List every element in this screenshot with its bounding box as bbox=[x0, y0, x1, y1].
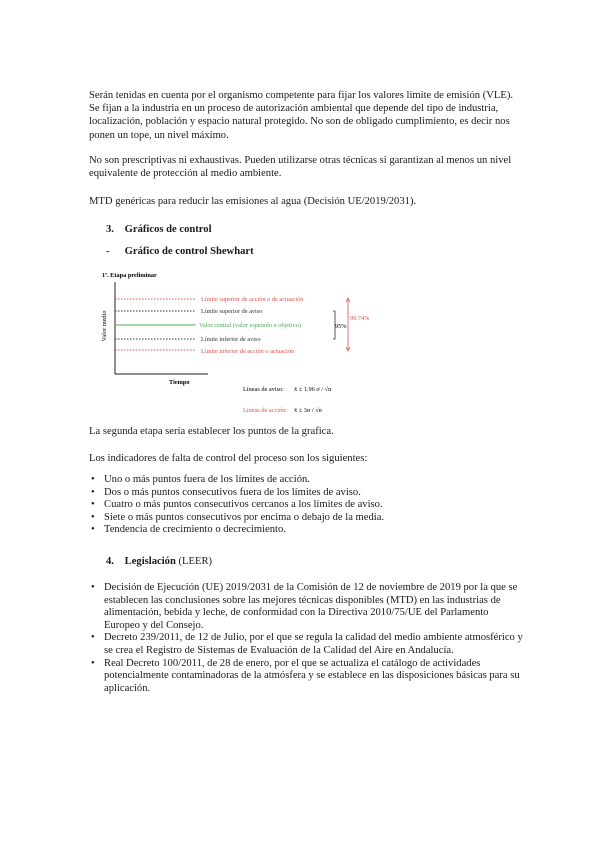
heading-number: 4. bbox=[106, 556, 114, 567]
label-upper-warning: Límite superior de aviso bbox=[201, 308, 263, 315]
legislation-list bbox=[104, 582, 524, 695]
heading-section-4 bbox=[106, 555, 212, 568]
list-item: • Real Decreto 100/2011, de 28 de enero, por el que se actualiza el catálogo de actividades potencialmente contaminadoras de la atmósfera y se establece en las disposiciones básicas para su aplicación. bbox=[104, 658, 524, 696]
paragraph-indicadores: Los indicadores de falta de control del proceso son los siguientes: bbox=[89, 453, 368, 464]
list-item: • Decisión de Ejecución (UE) 2019/2031 de la Comisión de 12 de noviembre de 2019 por la que se establecen las conclusiones sobre las mejores técnicas disponibles (MTD) en las industrias de alimentación, bebida y leche, de conformidad con la Directiva 2010/75/UE del Parlamento Europeo y del Consejo. bbox=[104, 582, 524, 632]
chart-svg bbox=[96, 268, 370, 418]
formula-aviso: x̄ ± 1.96 σ / √n bbox=[294, 386, 332, 393]
formula-accion: x̄ ± 3σ / √n bbox=[294, 407, 322, 414]
chart-ylabel: Valor medio bbox=[101, 310, 108, 342]
heading-dash: - bbox=[106, 246, 110, 257]
chart-title: 1ª. Etapa preliminar bbox=[102, 272, 157, 279]
label-99-74-percent: 99.74% bbox=[350, 315, 370, 322]
paragraph-prescriptivas: No son prescriptivas ni exhaustivas. Pueden utilizarse otras técnicas si garantizan al menos un nivel equivalente de protección al medio ambiente. bbox=[89, 155, 512, 180]
list-item: • Tendencia de crecimiento o decrecimiento. bbox=[104, 524, 524, 537]
label-95-percent: 95% bbox=[335, 323, 347, 330]
label-central: Valor central (valor esperado u objetivo) bbox=[199, 322, 301, 329]
list-item: • Dos o más puntos consecutivos fuera de los límites de aviso. bbox=[104, 487, 524, 500]
list-item: • Cuatro o más puntos consecutivos cercanos a los límites de aviso. bbox=[104, 499, 524, 512]
heading-title: Gráfico de control Shewhart bbox=[124, 246, 254, 257]
heading-note: (LEER) bbox=[175, 556, 213, 567]
heading-number: 3. bbox=[106, 224, 114, 235]
paragraph-segunda-etapa: La segunda etapa sería establecer los puntos de la grafica. bbox=[89, 426, 334, 437]
paragraph-mtd: MTD genéricas para reducir las emisiones al agua (Decisión UE/2019/2031). bbox=[89, 196, 417, 207]
indicator-list bbox=[104, 474, 524, 537]
label-aviso: Líneas de aviso: bbox=[243, 386, 284, 393]
heading-title: Gráficos de control bbox=[124, 224, 212, 235]
label-upper-action: Límite superior de acción o de actuación bbox=[201, 296, 304, 303]
chart-xlabel: Tiempo bbox=[169, 379, 190, 386]
label-accion: Líneas de acción: bbox=[243, 407, 288, 414]
heading-title: Legislación bbox=[124, 556, 176, 567]
heading-shewhart bbox=[106, 245, 254, 258]
list-item: • Uno o más puntos fuera de los límites de acción. bbox=[104, 474, 524, 487]
paragraph-vle: Serán tenidas en cuenta por el organismo competente para fijar los valores límite de emisión (VLE). Se fijan a la industria en un proceso de autorización ambiental que depende del tipo de industria, localización, población y espacio natural protegido. No son de obligado cumplimiento, es decir nos ponen un tope, un nivel máximo. bbox=[89, 90, 514, 141]
list-item: • Siete o más puntos consecutivos por encima o debajo de la media. bbox=[104, 512, 524, 525]
list-item: • Decreto 239/2011, de 12 de Julio, por el que se regula la calidad del medio ambiente atmosférico y se crea el Registro de Sistemas de Evaluación de la Calidad del Aire en Andalucía. bbox=[104, 632, 524, 657]
label-lower-action: Límite inferior de acción o actuación bbox=[201, 348, 295, 355]
heading-section-3 bbox=[106, 223, 212, 236]
shewhart-control-chart bbox=[96, 268, 370, 418]
label-lower-warning: Límite inferior de aviso bbox=[201, 336, 261, 343]
